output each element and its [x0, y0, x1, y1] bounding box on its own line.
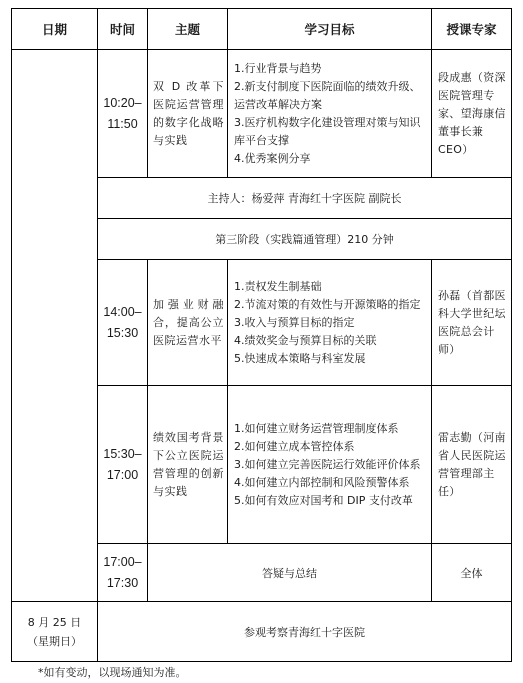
schedule-table: [11, 8, 512, 662]
goal-item: 2.节流对策的有效性与开源策略的指定: [234, 297, 421, 311]
session-time: [98, 260, 148, 386]
goal-item: 5.如何有效应对国考和 DIP 支付改革: [234, 493, 413, 507]
goal-item: 4.优秀案例分享: [234, 151, 311, 165]
time-start: 10:20–: [103, 95, 142, 110]
header-goals: 学习目标: [228, 9, 432, 50]
session-time: [98, 386, 148, 544]
goal-item: 4.绩效奖金与预算目标的关联: [234, 333, 377, 347]
session-goals: [228, 260, 432, 386]
time-end: 11:50: [107, 116, 138, 131]
session-topic: 答疑与总结: [148, 544, 432, 602]
goal-item: 5.快速成本策略与科室发展: [234, 351, 366, 365]
header-expert: 授课专家: [432, 9, 512, 50]
session-goals: [228, 50, 432, 178]
host-line: 主持人：杨爱萍 青海红十字医院 副院长: [98, 178, 512, 219]
visit-date: [12, 602, 98, 662]
goal-item: 2.如何建立成本管控体系: [234, 439, 355, 453]
time-end: 15:30: [106, 325, 139, 340]
visit-text: 参观考察青海红十字医院: [98, 602, 512, 662]
header-topic: 主题: [148, 9, 228, 50]
stage-line: 第三阶段（实践篇通管理）210 分钟: [98, 219, 512, 260]
goal-item: 1.行业背景与趋势: [234, 61, 322, 75]
goal-item: 2.新支付制度下医院面临的绩效升级、运营改革解决方案: [234, 79, 421, 111]
header-row: [12, 9, 512, 50]
footnote: *如有变动，以现场通知为准。: [38, 666, 187, 679]
header-date: 日期: [12, 9, 98, 50]
session-expert: 段成惠（资深医院管理专家、望海康信董事长兼 CEO）: [432, 50, 512, 178]
session-time: [98, 50, 148, 178]
session-time: [98, 544, 148, 602]
goal-item: 4.如何建立内部控制和风险预警体系: [234, 475, 410, 489]
time-end: 17:30: [106, 575, 139, 590]
session-expert: 孙磊（首都医科大学世纪坛医院总会计师）: [432, 260, 512, 386]
time-end: 17:00: [106, 467, 139, 482]
time-start: 17:00–: [103, 554, 142, 569]
goal-item: 1.责权发生制基础: [234, 279, 322, 293]
time-start: 14:00–: [103, 304, 142, 319]
header-time: 时间: [98, 9, 148, 50]
date-cell-blank: [12, 50, 98, 602]
session-topic: 绩效国考背景下公立医院运营管理的创新与实践: [148, 386, 228, 544]
visit-row: [12, 602, 512, 662]
session-row: [12, 50, 512, 178]
goal-item: 3.医疗机构数字化建设管理对策与知识库平台支撑: [234, 115, 421, 147]
goal-item: 3.收入与预算目标的指定: [234, 315, 355, 329]
session-topic: 双 D 改革下医院运营管理的数字化战略与实践: [148, 50, 228, 178]
goal-item: 3.如何建立完善医院运行效能评价体系: [234, 457, 421, 471]
time-start: 15:30–: [103, 446, 142, 461]
goal-item: 1.如何建立财务运营管理制度体系: [234, 421, 399, 435]
session-expert: 雷志勤（河南省人民医院运营管理部主任）: [432, 386, 512, 544]
session-expert: 全体: [432, 544, 512, 602]
session-topic: 加强业财融合，提高公立医院运营水平: [148, 260, 228, 386]
session-goals: [228, 386, 432, 544]
visit-date-line: 8 月 25 日: [27, 615, 82, 629]
visit-weekday: （星期日）: [27, 634, 82, 648]
